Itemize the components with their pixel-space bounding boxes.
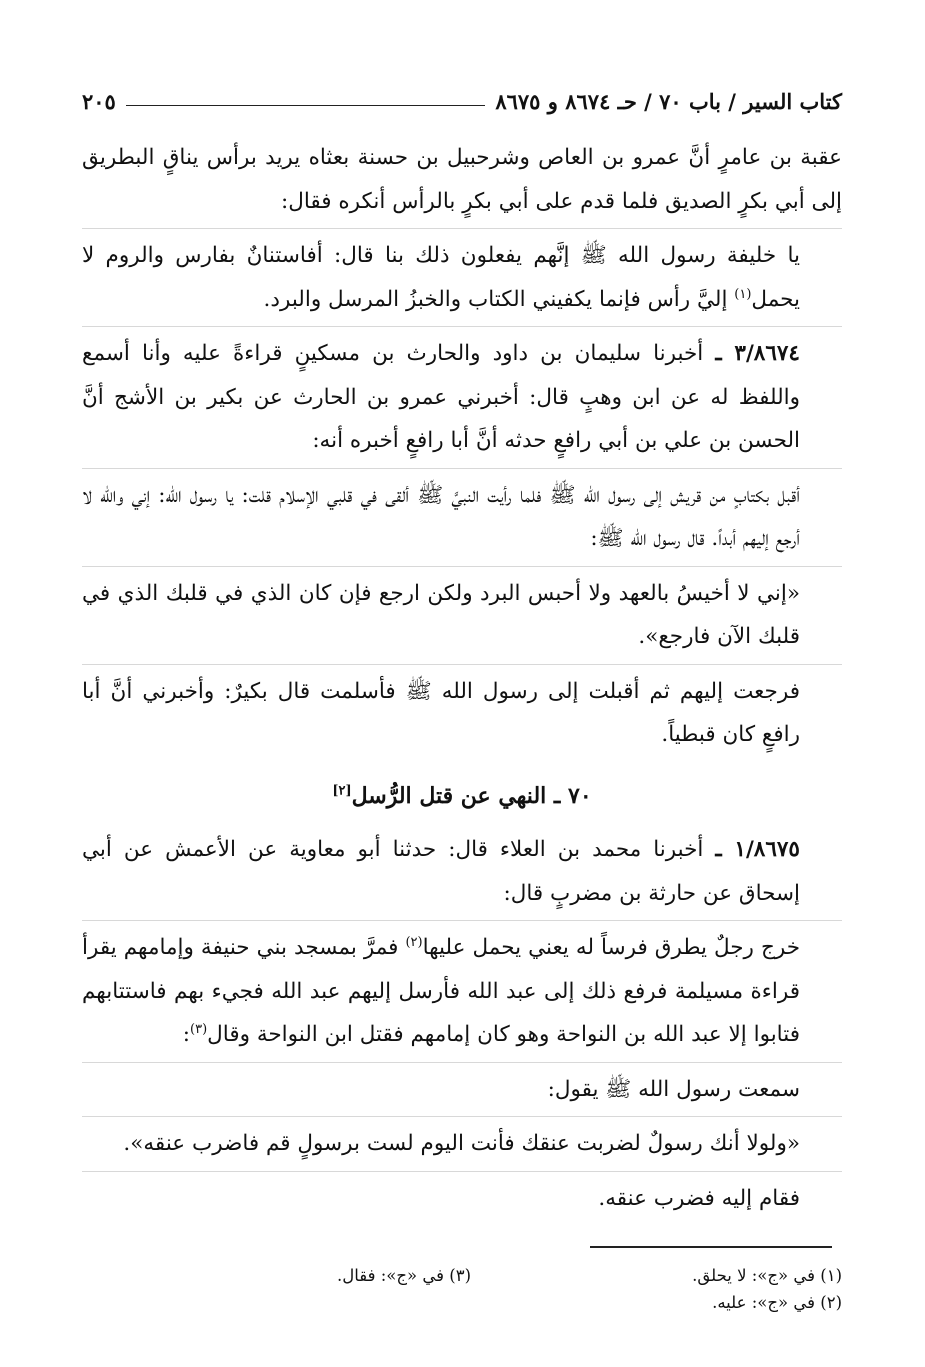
paragraph-text: يا خليفة رسول الله ﷺ إنَّهم يفعلون ذلك بنا قال: أفاستنانٌ بفارس والروم لا يحمل: [82, 243, 800, 312]
footnote-ref-3: (٣): [190, 1021, 208, 1037]
paragraph-messenger-quote: [82, 1116, 842, 1166]
chapter-ref: [٢]: [332, 783, 352, 799]
footnote-rule: [590, 1246, 832, 1248]
paragraph-text: خرج رجلٌ يطرق فرساً له يعني يحمل عليها: [422, 935, 800, 960]
running-header: [82, 78, 842, 114]
hadith-number: ٣/٨٦٧٤ ـ: [715, 341, 800, 366]
page-number: ٢٠٥: [82, 89, 116, 114]
paragraph-text: إليَّ رأس فإنما يكفيني الكتاب والخبزُ المرسل والبرد.: [263, 286, 735, 312]
footnote-2: (٢) في «ج»: عليه.: [712, 1293, 842, 1312]
paragraph-text: :: [182, 1022, 191, 1047]
header-rule: [126, 105, 486, 106]
footnotes: [100, 1262, 842, 1316]
paragraph-text: «ولولا أنك رسولٌ لضربت عنقك فأنت اليوم لست برسولٍ قم فاضرب عنقه».: [123, 1131, 800, 1156]
paragraph-text: أخبرنا محمد بن العلاء قال: حدثنا أبو معاوية عن الأعمش عن أبي إسحاق عن حارثة بن مضربٍ قال:: [82, 837, 800, 906]
chapter-title-text: ٧٠ ـ النهي عن قتل الرُّسل: [351, 782, 592, 809]
paragraph-text: فمرَّ بمسجد بني حنيفة وإمامهم يقرأ قراءة مسيلمة فرفع ذلك إلى عبد الله فأرسل إليهم عبد الله فجيء بهم فاستتابهم فتابوا إلا عبد الله بن النواحة وهو كان إمامهم فقتل ابن النواحة وقال: [82, 935, 800, 1047]
hadith-number: ١/٨٦٧٥ ـ: [715, 837, 800, 862]
paragraph-heard: [82, 1062, 842, 1112]
paragraph-musaylima: [82, 920, 842, 1057]
paragraph-text: أقبل بكتابٍ من قريش إلى رسول الله ﷺ فلما رأيت النبيَّ ﷺ ألقى في قلبي الإسلام قلت: يا رسول الله: إني والله لا أرجع إليهم أبداً. قال رسول الله ﷺ:: [82, 482, 800, 551]
running-title: كتاب السير / باب ٧٠ / حـ ٨٦٧٤ و ٨٦٧٥: [495, 89, 842, 114]
paragraph-prophet-saying: [82, 566, 842, 659]
body-text: [82, 136, 842, 1220]
footnote-ref-2: (٢): [405, 934, 423, 950]
paragraph-abu-rafi: [82, 468, 842, 561]
hadith-8675: [82, 828, 842, 915]
paragraph-quote-abu-bakr: [82, 228, 842, 321]
paragraph-text: سمعت رسول الله ﷺ يقول:: [547, 1076, 800, 1102]
footnote-row: [100, 1262, 842, 1289]
footnote-row: [100, 1289, 842, 1316]
paragraph-struck: [82, 1171, 842, 1221]
paragraph-text: فقام إليه فضرب عنقه.: [598, 1185, 800, 1211]
paragraph-text: فرجعت إليهم ثم أقبلت إلى رسول الله ﷺ فأسلمت قال بكيرٌ: وأخبرني أنَّ أبا رافعٍ كان قبطياً.: [82, 678, 800, 747]
paragraph-text: عقبة بن عامرٍ أنَّ عمرو بن العاص وشرحبيل بن حسنة بعثاه يريد برأس يناقٍ البطريق إلى أبي بكرٍ الصديق فلما قدم على أبي بكرٍ بالرأس أنكره فقال:: [82, 145, 842, 214]
paragraph-text: «إني لا أخيسُ بالعهد ولا أحبس البرد ولكن ارجع فإن كان الذي في قلبك الذي في قلبك الآن فارجع».: [82, 580, 800, 649]
footnote-3: (٣) في «ج»: فقال.: [336, 1266, 471, 1285]
chapter-title: [82, 775, 842, 819]
footnote-1: (١) في «ج»: لا يحلق.: [692, 1266, 842, 1285]
paragraph-returned: [82, 664, 842, 757]
paragraph-continuation: [82, 136, 842, 223]
footnote-ref-1: (١): [734, 286, 752, 302]
paragraph-text: أخبرنا سليمان بن داود والحارث بن مسكينٍ قراءةً عليه وأنا أسمع واللفظ له عن ابن وهبٍ قال: أخبرني عمرو بن الحارث عن بكير بن الأشج أنَّ الحسن بن علي بن أبي رافعٍ حدثه أنَّ أبا رافعٍ أخبره أنه:: [82, 341, 800, 453]
hadith-8674: [82, 326, 842, 463]
